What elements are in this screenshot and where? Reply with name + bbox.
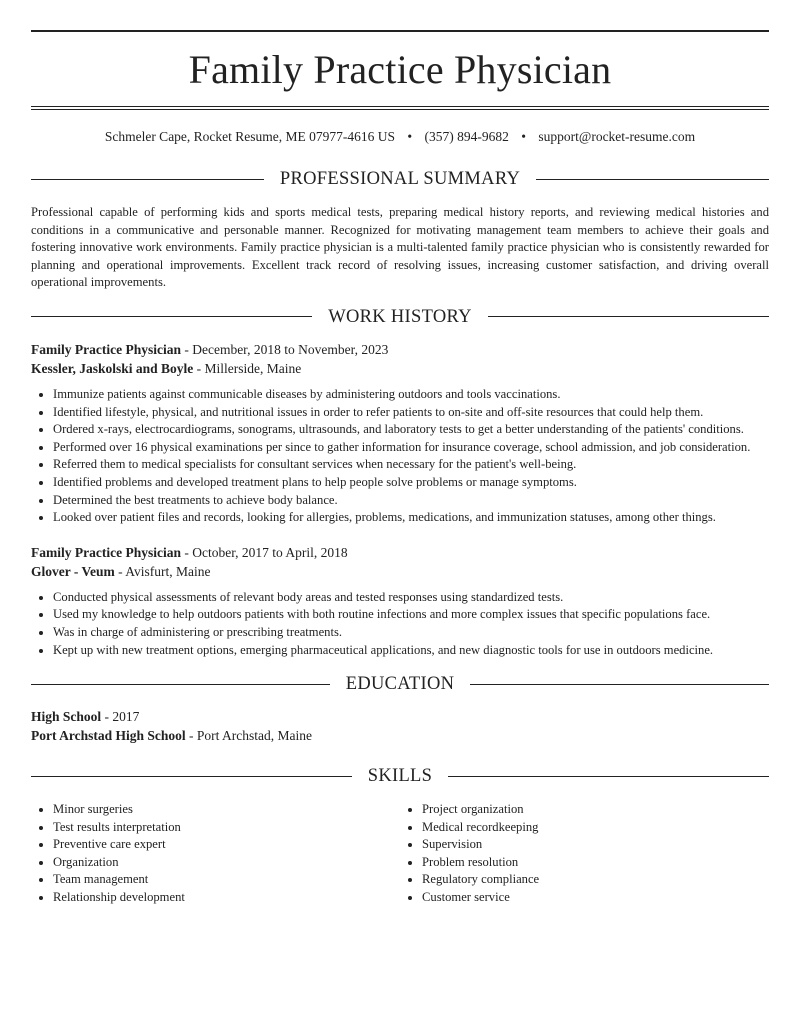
contact-line — [31, 128, 769, 146]
section-heading-summary — [31, 168, 769, 190]
job-employer: Kessler, Jaskolski and Boyle — [31, 360, 194, 376]
job-bullet: • Conducted physical assessments of relevant body areas and tested responses using standardized tests. — [53, 589, 769, 607]
heading-line-left — [31, 179, 264, 180]
job-bullet: • Referred them to medical specialists for consultant services when necessary for the patient's well-being. — [53, 456, 769, 474]
summary-text: Professional capable of performing kids and sports medical tests, preparing medical history reports, and reviewing medical histories and conditions in a communicative and personable manner. Recognized for motivating management team members to achieve their goals and fostering innovative work environments. Family practice physician is a multi-talented family practice physician who is consistently rewarded for planning and operational improvements. Excellent track record of resolving issues, increasing customer satisfaction, and driving overall operational improvements. — [31, 205, 769, 290]
contact-email[interactable]: support@rocket-resume.com — [538, 129, 696, 144]
skills-grid — [31, 801, 769, 907]
top-rule — [31, 30, 769, 32]
heading-line-left — [31, 316, 312, 317]
job-bullet: • Used my knowledge to help outdoors patients with both routine infections and more complex issues that specific populations face. — [53, 606, 769, 624]
resume-page — [31, 0, 769, 907]
section-title: PROFESSIONAL SUMMARY — [279, 169, 521, 189]
heading-line-right — [448, 776, 769, 777]
education-school: Port Archstad High School — [31, 728, 186, 744]
education-year: - 2017 — [101, 709, 140, 725]
education-location: - Port Archstad, Maine — [185, 728, 312, 744]
job-title: Family Practice Physician — [31, 341, 181, 357]
job-employer-line — [31, 359, 769, 378]
job-bullet: • Looked over patient files and records, looking for allergies, problems, medications, and immunization statuses, among other things. — [53, 509, 769, 527]
section-title: SKILLS — [367, 766, 433, 787]
skill-item: • Project organization — [422, 801, 769, 819]
skill-item: • Problem resolution — [422, 854, 769, 872]
job-employer-line — [31, 562, 769, 581]
education-entry — [31, 707, 769, 745]
skills-column-left — [31, 801, 400, 907]
section-heading-work — [31, 306, 769, 328]
education-school-line — [31, 726, 769, 745]
skill-item: • Test results interpretation — [53, 819, 400, 837]
job-title-line — [31, 543, 769, 562]
job-bullets — [31, 589, 769, 659]
title-double-rule — [31, 106, 769, 110]
job-entry — [31, 543, 769, 659]
job-bullets — [31, 386, 769, 527]
job-bullet: • Kept up with new treatment options, emerging pharmaceutical applications, and new diagnostic tools for use in outdoors medicine. — [53, 642, 769, 660]
contact-separator: • — [521, 129, 527, 144]
skill-item: • Relationship development — [53, 889, 400, 907]
contact-phone: (357) 894-9682 — [424, 129, 509, 144]
work-history-list — [31, 340, 769, 659]
job-bullet: • Was in charge of administering or prescribing treatments. — [53, 624, 769, 642]
job-dates: - December, 2018 to November, 2023 — [180, 341, 389, 357]
job-location: - Avisfurt, Maine — [114, 563, 211, 579]
skill-item: • Customer service — [422, 889, 769, 907]
job-title: Family Practice Physician — [31, 544, 181, 560]
heading-line-right — [488, 316, 769, 317]
heading-line-right — [536, 179, 769, 180]
skill-item: • Preventive care expert — [53, 836, 400, 854]
job-bullet: • Ordered x-rays, electrocardiograms, sonograms, ultrasounds, and laboratory tests to get a better understanding of the patients' conditions. — [53, 421, 769, 439]
section-heading-skills — [31, 765, 769, 787]
job-bullet: • Identified lifestyle, physical, and nutritional issues in order to refer patients to on-site and off-site resources that could help them. — [53, 404, 769, 422]
skill-item: • Regulatory compliance — [422, 871, 769, 889]
contact-separator: • — [407, 129, 413, 144]
contact-address: Schmeler Cape, Rocket Resume, ME 07977-4616 US — [104, 129, 396, 144]
skill-item: • Minor surgeries — [53, 801, 400, 819]
section-title: EDUCATION — [345, 674, 455, 695]
section-title: WORK HISTORY — [328, 306, 472, 327]
heading-line-left — [31, 776, 352, 777]
skill-item: • Supervision — [422, 836, 769, 854]
job-location: - Millerside, Maine — [193, 360, 302, 376]
job-employer: Glover - Veum — [31, 563, 115, 579]
skill-item: • Team management — [53, 871, 400, 889]
skills-column-right — [400, 801, 769, 907]
heading-line-right — [470, 684, 769, 685]
skill-item: • Organization — [53, 854, 400, 872]
section-heading-education — [31, 673, 769, 695]
education-degree-line — [31, 707, 769, 726]
job-entry — [31, 340, 769, 527]
job-bullet: • Identified problems and developed treatment plans to help people solve problems or manage symptoms. — [53, 474, 769, 492]
heading-line-left — [31, 684, 330, 685]
education-degree: High School — [31, 709, 102, 725]
job-title-line — [31, 340, 769, 359]
job-dates: - October, 2017 to April, 2018 — [180, 544, 348, 560]
job-bullet: • Immunize patients against communicable diseases by administering outdoors and tools vaccinations. — [53, 386, 769, 404]
job-bullet: • Determined the best treatments to achieve body balance. — [53, 492, 769, 510]
skill-item: • Medical recordkeeping — [422, 819, 769, 837]
job-bullet: • Performed over 16 physical examinations per since to gather information for insurance coverage, school admission, and job consideration. — [53, 439, 769, 457]
resume-title: Family Practice Physician — [188, 47, 612, 92]
